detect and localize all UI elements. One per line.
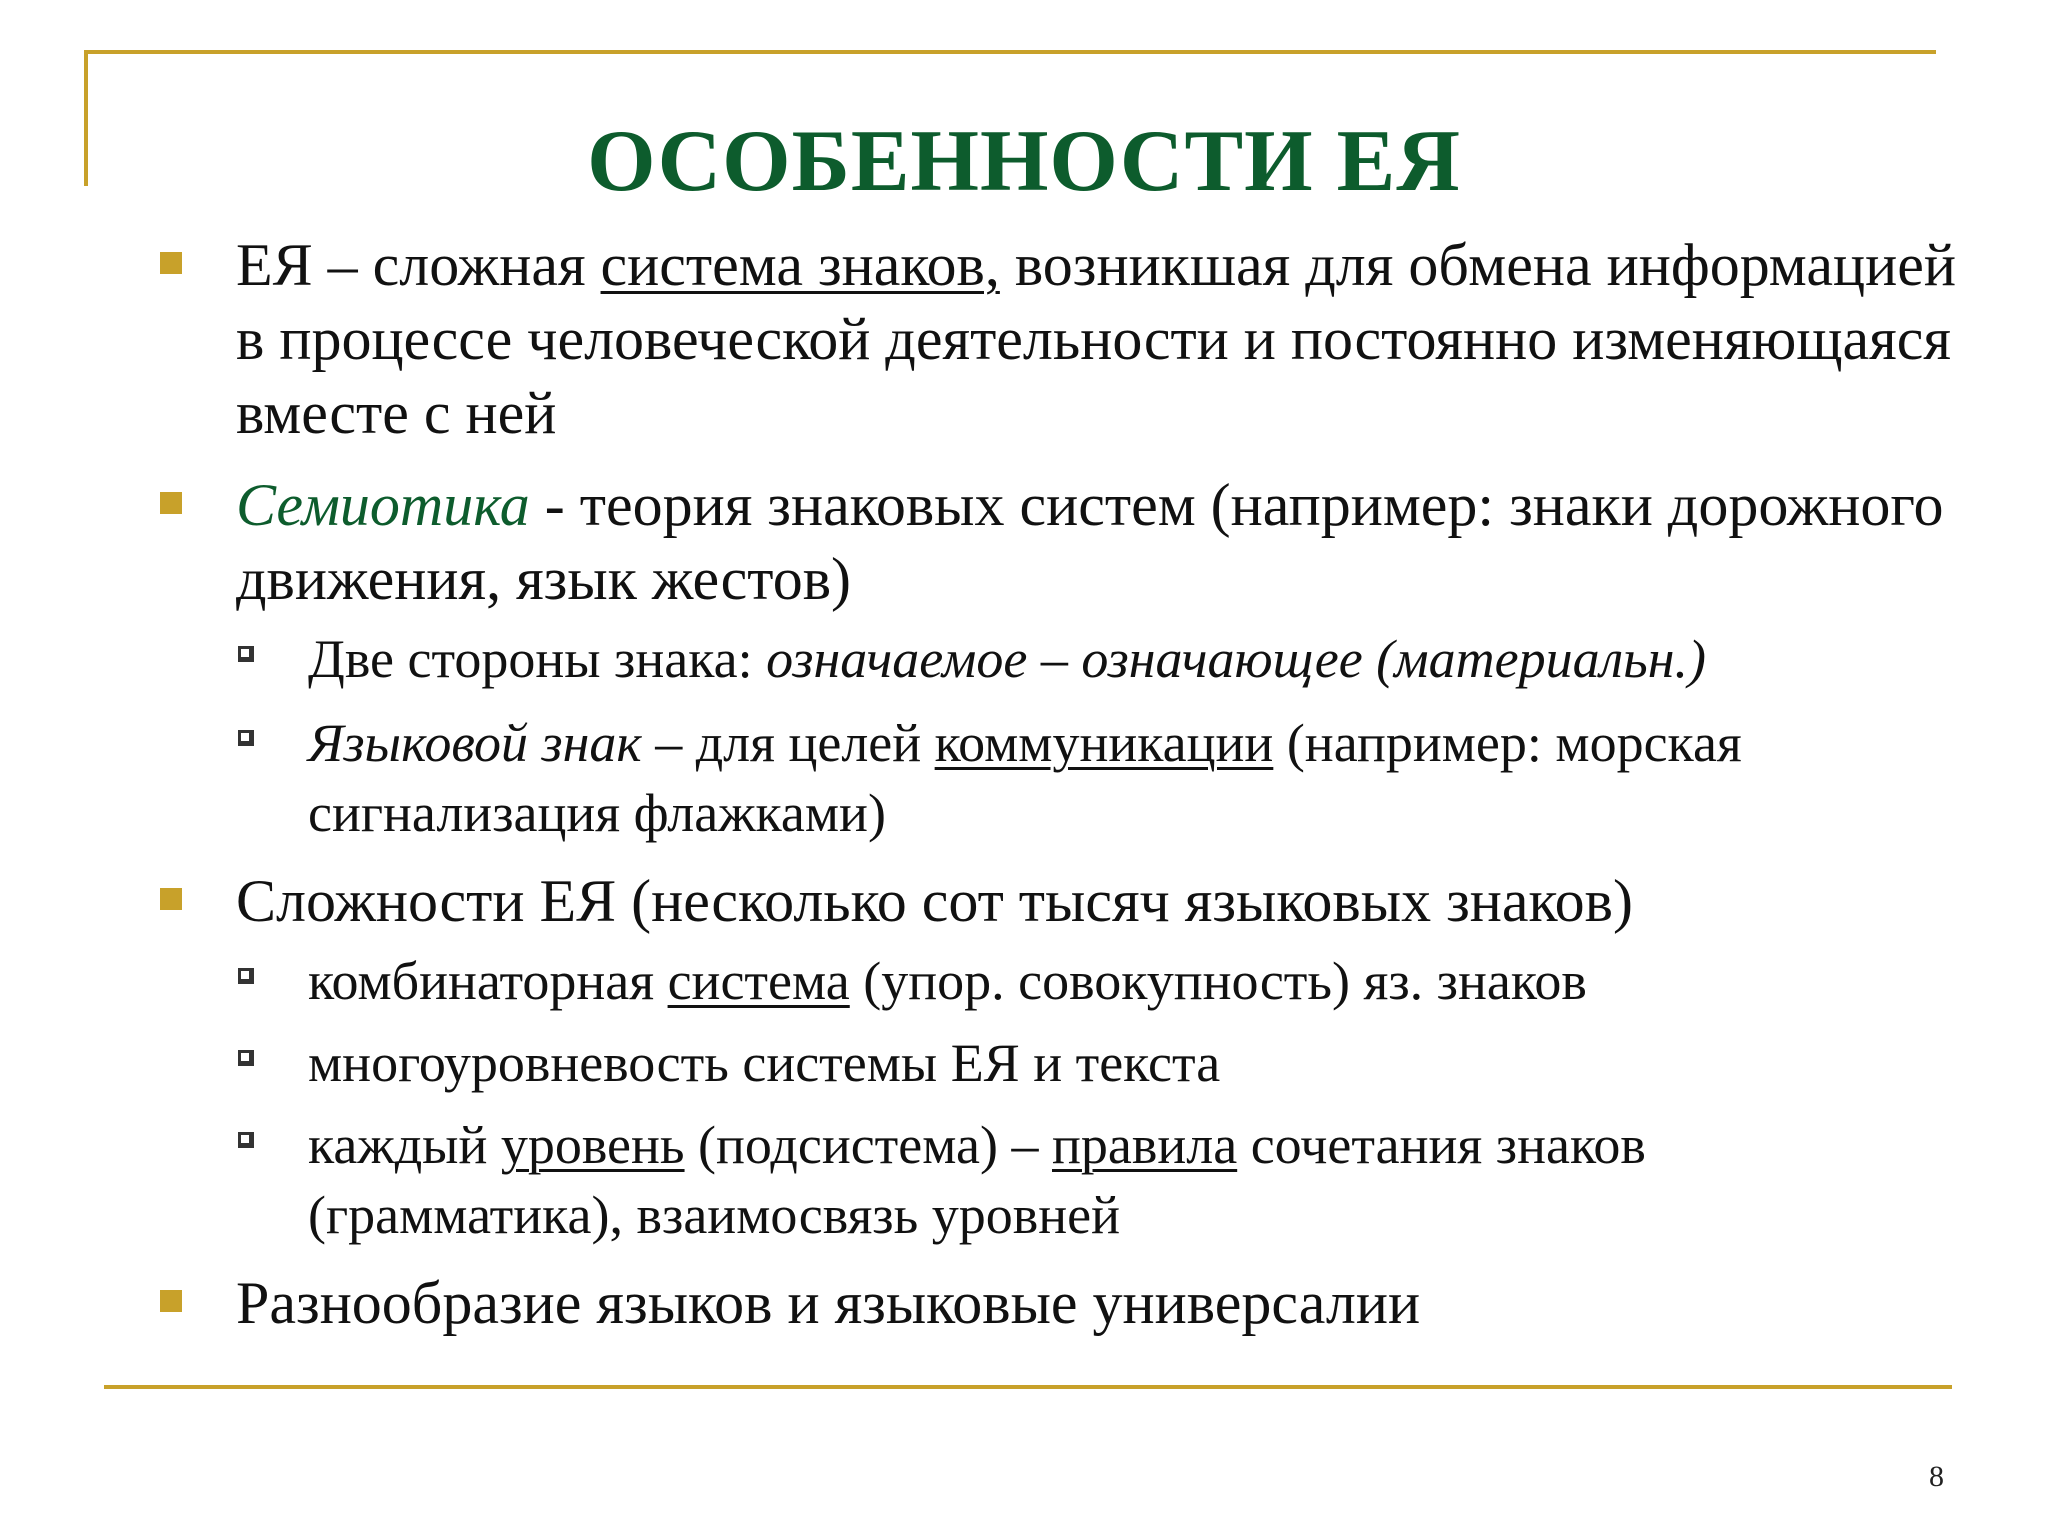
square-bullet-icon: [160, 252, 182, 274]
sub-bullet-item-3-1: комбинаторная система (упор. совокупность) яз. знаков: [160, 946, 1960, 1016]
underlined-term: коммуникации: [934, 713, 1274, 773]
square-bullet-icon: [160, 888, 182, 910]
square-bullet-icon: [160, 492, 182, 514]
square-bullet-icon: [160, 1290, 182, 1312]
hollow-square-bullet-icon: [238, 968, 254, 984]
hollow-square-bullet-icon: [238, 1132, 254, 1148]
underlined-term: система знаков,: [600, 232, 1000, 298]
slide-title: ОСОБЕННОСТИ ЕЯ: [587, 113, 1461, 210]
bullet-item-2: Семиотика - теория знаковых систем (например: знаки дорожного движения, язык жестов): [160, 468, 1960, 616]
underlined-term: система: [667, 951, 850, 1011]
hollow-square-bullet-icon: [238, 646, 254, 662]
underlined-term: уровень: [500, 1115, 685, 1175]
bullet-item-4: Разнообразие языков и языковые универсалии: [160, 1266, 1960, 1340]
sub-bullet-item-3-2: многоуровневость системы ЕЯ и текста: [160, 1028, 1960, 1098]
top-border-line: [84, 50, 1936, 54]
slide-content: [160, 228, 1960, 1340]
bottom-border-line: [104, 1385, 1952, 1389]
bullet-item-1: ЕЯ – сложная система знаков, возникшая для обмена информацией в процессе человеческой деятельности и постоянно изменяющаяся вместе с ней: [160, 228, 1960, 450]
hollow-square-bullet-icon: [238, 1050, 254, 1066]
page-number: 8: [1929, 1460, 1944, 1493]
bullet-item-3: Сложности ЕЯ (несколько сот тысяч языковых знаков): [160, 864, 1960, 938]
italic-term: Семиотика: [236, 472, 530, 538]
hollow-square-bullet-icon: [238, 730, 254, 746]
sub-bullet-item-3-3: каждый уровень (подсистема) – правила сочетания знаков (грамматика), взаимосвязь уровней: [160, 1110, 1960, 1250]
sub-bullet-item-2-1: Две стороны знака: означаемое – означающее (материальн.): [160, 624, 1960, 694]
sub-bullet-item-2-2: Языковой знак – для целей коммуникации (например: морская сигнализация флажками): [160, 708, 1960, 848]
underlined-term: правила: [1052, 1115, 1238, 1175]
